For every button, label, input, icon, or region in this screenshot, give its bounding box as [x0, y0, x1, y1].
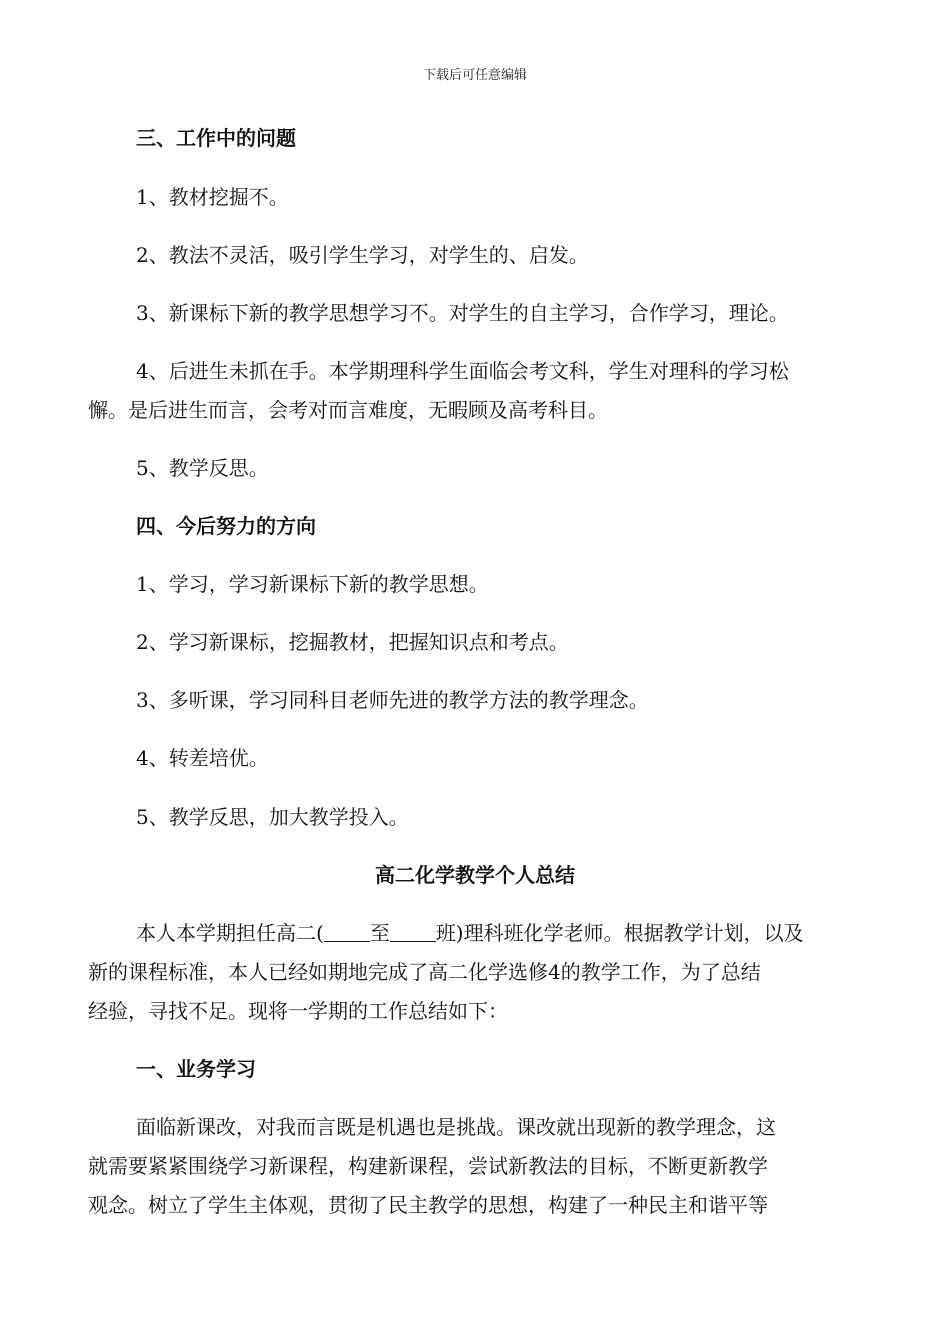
direction-item-4: 4、转差培优。	[136, 746, 269, 770]
problem-item-1: 1、教材挖掘不。	[136, 185, 289, 209]
direction-item-1: 1、学习，学习新课标下新的教学思想。	[136, 572, 489, 596]
class-blank-end	[390, 923, 436, 942]
study-paragraph-line2: 就需要紧紧围绕学习新课程，构建新课程，尝试新教法的目标，不断更新教学	[88, 1154, 768, 1178]
intro-part1: 本人本学期担任高二(	[136, 921, 324, 945]
problem-item-5: 5、教学反思。	[136, 456, 269, 480]
summary-title: 高二化学教学个人总结	[375, 863, 575, 887]
intro-part3: 班)理科班化学老师。根据教学计划，以及	[435, 921, 804, 945]
summary-intro-line2: 新的课程标准，本人已经如期地完成了高二化学选修4的教学工作，为了总结	[88, 960, 761, 984]
section-heading-problems: 三、工作中的问题	[136, 126, 296, 150]
summary-intro-line1	[136, 919, 804, 947]
problem-item-3: 3、新课标下新的教学思想学习不。对学生的自主学习，合作学习，理论。	[136, 301, 789, 325]
page-header: 下载后可任意编辑	[422, 68, 527, 83]
class-blank-start	[324, 923, 370, 942]
summary-intro-line3: 经验，寻找不足。现将一学期的工作总结如下：	[88, 999, 508, 1023]
problem-item-4-line1: 4、后进生未抓在手。本学期理科学生面临会考文科，学生对理科的学习松	[136, 359, 789, 383]
direction-item-3: 3、多听课，学习同科目老师先进的教学方法的教学理念。	[136, 688, 649, 712]
study-paragraph-line3: 观念。树立了学生主体观，贯彻了民主教学的思想，构建了一种民主和谐平等	[88, 1193, 768, 1217]
section-heading-directions: 四、今后努力的方向	[136, 514, 316, 538]
study-paragraph-line1: 面临新课改，对我而言既是机遇也是挑战。课改就出现新的教学理念，这	[136, 1115, 776, 1139]
problem-item-4-line2: 懈。是后进生而言，会考对而言难度，无暇顾及高考科目。	[88, 398, 608, 422]
section-heading-study: 一、业务学习	[136, 1057, 256, 1081]
direction-item-5: 5、教学反思，加大教学投入。	[136, 805, 409, 829]
direction-item-2: 2、学习新课标，挖掘教材，把握知识点和考点。	[136, 630, 569, 654]
intro-part2: 至	[369, 921, 390, 945]
problem-item-2: 2、教法不灵活，吸引学生学习，对学生的、启发。	[136, 243, 589, 267]
